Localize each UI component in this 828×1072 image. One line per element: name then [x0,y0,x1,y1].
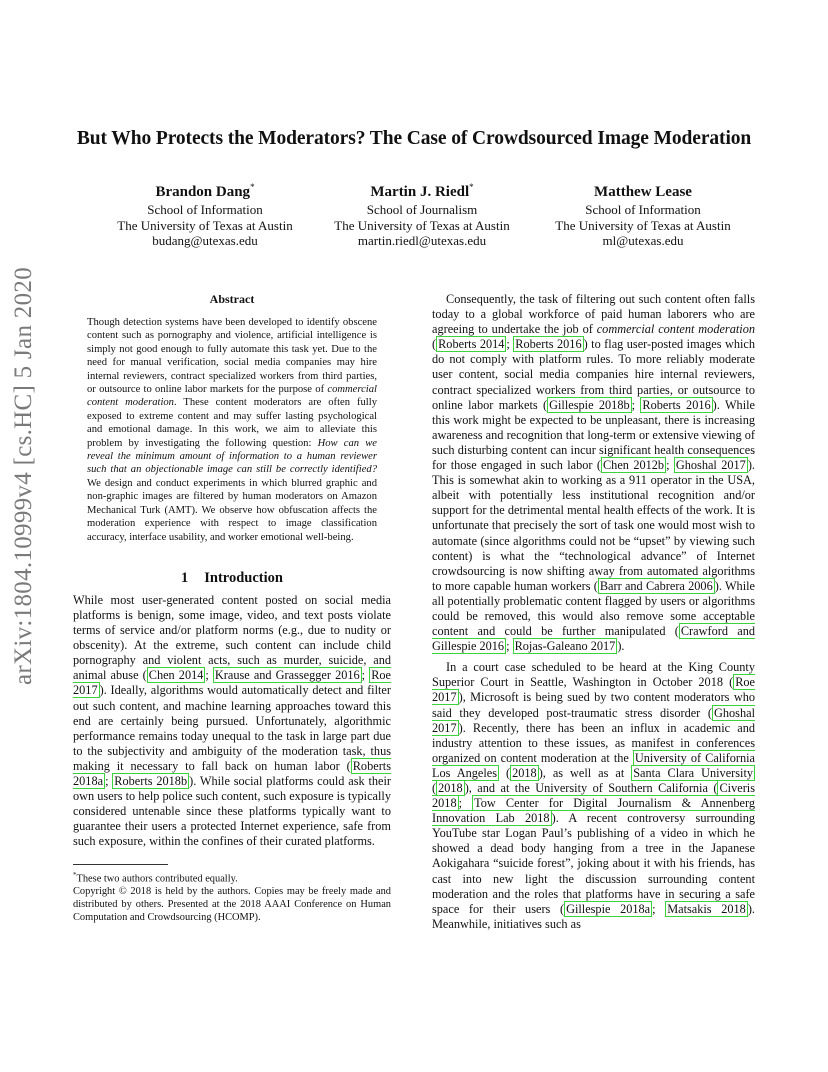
author-name: Martin J. Riedl* [370,182,474,200]
citation-link[interactable]: Ghoshal 2017 [432,705,755,735]
citation-link[interactable]: Roberts 2018a [73,758,391,789]
citation-link[interactable]: Roberts 2014 [438,337,505,352]
citation-link[interactable]: Roberts 2018b [114,774,188,789]
footnote-equal-contribution: *These two authors contributed equally. [73,870,238,884]
author-university: The University of Texas at Austin [555,217,731,233]
abstract-heading: Abstract [209,292,255,306]
citation-link[interactable]: Civeris 2018 [432,781,755,811]
footnote-divider [73,864,168,865]
author-department: School of Information [585,202,701,217]
left-column [73,292,391,925]
author-entry [528,178,758,249]
author-name: Brandon Dang* [155,182,255,200]
citation-link[interactable]: Ghoshal 2017 [675,458,746,473]
paper-title: But Who Protects the Moderators? The Case of Crowdsourced Image Moderation [76,128,752,149]
body-paragraph: In a court case scheduled to be heard at the King County Superior Court in Seattle, Washington in October 2018 ( Roe 2017 ), Microsoft is being sued by two content moderators who said they developed post-traumatic stress disorder ( Ghoshal 2017 ). Recently, there has been an influx in academic and industry attention to these issues, as manifest in conferences organized on content moderation at the University of California Los Angeles ( 2018 ), as well as at Santa Clara University ( 2018 ), and at the University of Southern California ( Civeris 2018 ; Tow Center for Digital Journalism & Annenberg Innovation Lab 2018 ). A recent controversy surrounding YouTube star Logan Paul’s publishing of a video in which he showed a dead body hanging from a tree in the Japanese Aokigahara “suicide forest”, joking about it with his friends, has cast into new light the discussion surrounding content moderation and the roles that platforms have in securing a safe space for their users ( Gillespie 2018a ; Matsakis 2018 ). Meanwhile, initiatives such as [432,660,755,931]
citation-link[interactable]: 2018 [512,765,537,780]
citation-link[interactable]: Roberts 2016 [515,337,582,352]
author-entry [90,178,320,249]
citation-link[interactable]: Gillespie 2018b [549,397,630,412]
intro-paragraph: While most user-generated content posted on social media platforms is benign, some image, video, and text posts violate terms of service and/or platform norms (e.g., due to nudity or obscenity). At the extreme, such content can include child pornography and violent acts, such as murder, suicide, and animal abuse ( Chen 2014 ; Krause and Grassegger 2016 ; Roe 2017 ). Ideally, algorithms would automatically detect and filter out such content, and machine learning approaches toward this end are certainly being pursued. Unfortunately, algorithmic performance remains today unequal to the task in large part due to the subjectivity and ambiguity of the moderation task, thus making it necessary to fall back on human labor ( Roberts 2018a ; Roberts 2018b ). While social platforms could ask their own users to help police such content, such exposure is typically considered untenable since these platforms typically want to guarantee their users a protected Internet experience, safe from such exposure, within the confines of their curated platforms. [73,592,391,849]
author-email[interactable]: ml@utexas.edu [602,233,684,249]
citation-link[interactable]: Roe 2017 [73,668,391,698]
author-email[interactable]: budang@utexas.edu [152,233,258,249]
citation-link[interactable]: Rojas-Galeano 2017 [514,639,616,654]
citation-link[interactable]: Roe 2017 [432,675,755,705]
citation-link[interactable]: Matsakis 2018 [667,901,746,916]
right-column [432,292,755,932]
footnote-copyright: Copyright © 2018 is held by the authors. Copies may be freely made and distributed by others. Presented at the 2018 AAAI Conference on Human Computation and Crowdsourcing (HCOMP). [73,885,391,923]
citation-link[interactable]: Crawford and Gillespie 2016 [432,624,756,654]
body-paragraph: Consequently, the task of filtering out such content often falls today to a global workforce of paid human laborers who are agreeing to undertake the job of commercial content moderation ( Roberts 2014 ; Roberts 2016 ) to flag user-posted images which do not comply with platform rules. To more reliably moderate user content, social media companies hire internal reviewers, contract specialized workers from third parties, or outsource to online labor markets ( Gillespie 2018b ; Roberts 2016 ). While this work might be expected to be unpleasant, there is increasing awareness and recognition that long-term or extensive viewing of such disturbing content can incur significant health consequences for those engaged in such labor ( Chen 2012b ; Ghoshal 2017 ). This is somewhat akin to working as a 911 operator in the USA, albeit with potentially less institutional recognition and/or support for the detrimental mental health effects of the work. It is unfortunate that precisely the sort of task one would most wish to automate (since algorithms could not be “upset” by viewing such content) is what the “technological advance” of Internet crowdsourcing is now shifting away from automated algorithms to more capable human workers ( Barr and Cabrera 2006 ). While all potentially problematic content flagged by users or algorithms could be removed, this would also remove some acceptable content and could be further manipulated ( Crawford and Gillespie 2016 ; Rojas-Galeano 2017 ). [432,292,756,654]
arxiv-identifier-stamp: arXiv:1804.10999v4 [cs.HC] 5 Jan 2020 [10,267,37,685]
abstract-text: Though detection systems have been developed to identify obscene content such as pornography and violence, artificial intelligence is simply not good enough to fully automate this task yet. Due to the need for manual verification, social media companies may hire internal reviewers, contract specialized workers from third parties, or outsource to online labor markets for the purpose of commercial content moderation. These content moderators are often fully exposed to extreme content and may suffer lasting psychological and emotional damage. In this work, we aim to alleviate this problem by investigating the following question: How can we reveal the minimum amount of information to a human reviewer such that an objectionable image can still be correctly identified? We design and conduct experiments in which blurred graphic and non-graphic images are filtered by human moderators on Amazon Mechanical Turk (AMT). We observe how obfuscation affects the moderation experience with respect to image classification accuracy, interface usability, and worker emotional well-being. [87,317,377,543]
citation-link[interactable]: Chen 2014 [148,668,204,683]
author-department: School of Journalism [366,202,478,217]
section-heading-introduction: 1 Introduction [181,569,283,586]
author-entry [307,178,537,249]
author-department: School of Information [147,202,263,217]
citation-link[interactable]: Chen 2012b [602,458,665,473]
citation-link[interactable]: University of California Los Angeles [432,750,755,780]
citation-link[interactable]: Barr and Cabrera 2006 [599,578,713,593]
citation-link[interactable]: Tow Center for Digital Journalism & Annenberg Innovation Lab 2018 [432,796,755,826]
citation-link[interactable]: Roberts 2016 [642,397,711,412]
author-university: The University of Texas at Austin [117,217,293,233]
citation-link[interactable]: Gillespie 2018a [566,901,651,916]
author-name: Matthew Lease [594,184,692,200]
citation-link[interactable]: Santa Clara University [633,765,754,780]
author-email[interactable]: martin.riedl@utexas.edu [357,233,487,249]
author-block [90,178,740,248]
citation-link[interactable]: 2018 [438,781,463,795]
author-university: The University of Texas at Austin [334,217,510,233]
citation-link[interactable]: Krause and Grassegger 2016 [214,668,360,683]
